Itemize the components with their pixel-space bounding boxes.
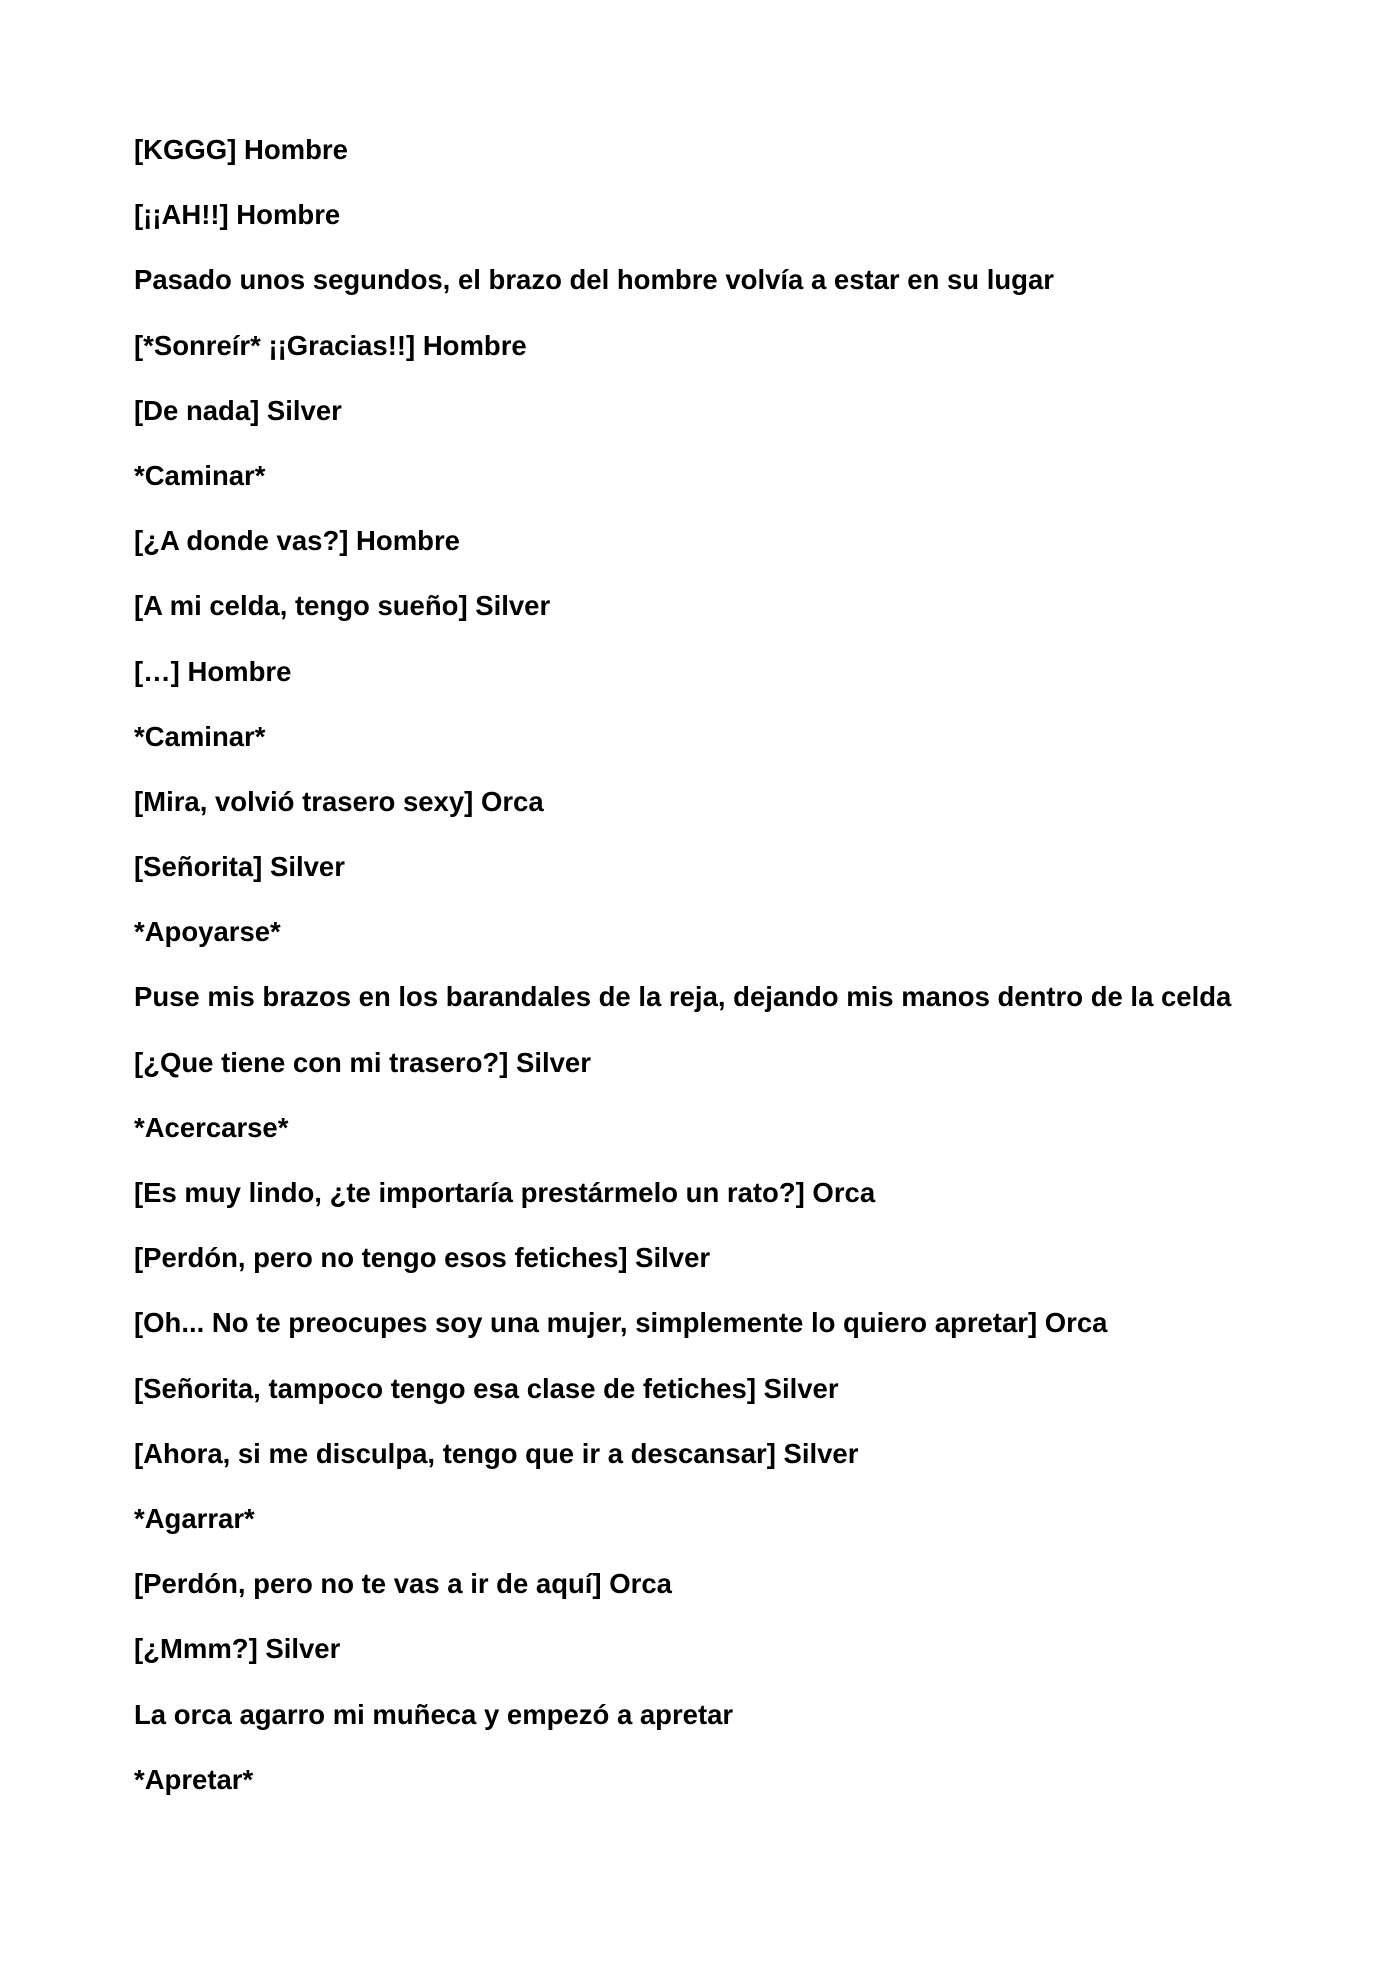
text-line: [Es muy lindo, ¿te importaría prestármelo un rato?] Orca [134, 1177, 876, 1208]
text-line: [Señorita, tampoco tengo esa clase de fetiches] Silver [134, 1372, 839, 1404]
text-line: *Acercarse* [134, 1111, 289, 1143]
text-line: [¿A donde vas?] Hombre [134, 525, 460, 557]
document-text [134, 130, 1364, 1825]
text-line: [Ahora, si me disculpa, tengo que ir a descansar] Silver [134, 1437, 859, 1469]
text-line: *Apoyarse* [134, 916, 281, 948]
text-line: La orca agarro mi muñeca y empezó a apretar [134, 1698, 734, 1730]
text-line: [¡¡AH!!] Hombre [134, 199, 341, 231]
text-line: [Perdón, pero no tengo esos fetiches] Silver [134, 1242, 711, 1274]
text-line: [Oh... No te preocupes soy una mujer, simplemente lo quiero apretar] Orca [134, 1307, 1108, 1339]
text-line: [KGGG] Hombre [134, 134, 348, 165]
text-line: [A mi celda, tengo sueño] Silver [134, 590, 551, 622]
text-line: *Caminar* [134, 459, 266, 491]
text-line: [¿Que tiene con mi trasero?] Silver [134, 1046, 591, 1078]
text-line: […] Hombre [134, 655, 292, 687]
text-line: [De nada] Silver [134, 394, 342, 426]
text-line: [¿Mmm?] Silver [134, 1633, 341, 1665]
text-line: *Caminar* [134, 720, 266, 752]
text-line: [*Sonreír* ¡¡Gracias!!] Hombre [134, 329, 527, 361]
text-line: [Señorita] Silver [134, 851, 345, 883]
text-line: [Mira, volvió trasero sexy] Orca [134, 785, 544, 817]
text-line: Pasado unos segundos, el brazo del hombre volvía a estar en su lugar [134, 264, 1054, 296]
text-line: *Apretar* [134, 1763, 254, 1795]
text-line: *Agarrar* [134, 1502, 255, 1534]
text-line: [Perdón, pero no te vas a ir de aquí] Orca [134, 1568, 672, 1600]
text-line: Puse mis brazos en los barandales de la reja, dejando mis manos dentro de la celda [134, 981, 1232, 1013]
